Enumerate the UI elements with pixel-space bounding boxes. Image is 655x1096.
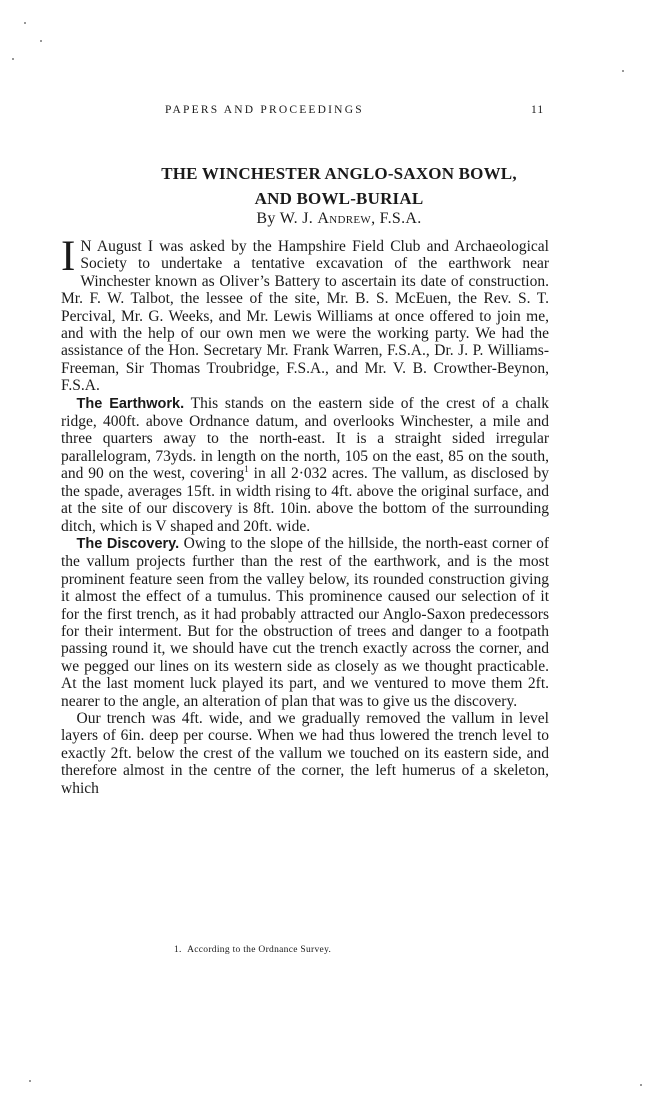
scan-speck	[640, 1084, 642, 1086]
article-title	[60, 161, 618, 211]
paragraph-1-text: N August I was asked by the Hampshire Field Club and Archaeological Society to undertake a tentative excavation of the earthwork near Winchester known as Oliver’s Battery to ascertain its date of construction. Mr. F. W. Talbot, the lessee of the site, Mr. B. S. McEuen, the Rev. S. T. Percival, Mr. G. Weeks, and Mr. Lewis Williams at once offered to join me, and with the help of our own men we were the working party. We had the assistance of the Hon. Secretary Mr. Frank Warren, F.S.A., Dr. J. P. Williams-Freeman, Sir Thomas Troubridge, F.S.A., and Mr. V. B. Crowther-Beynon, F.S.A.	[61, 238, 549, 395]
scan-speck	[24, 22, 26, 24]
byline-prefix: By W. J.	[256, 210, 314, 227]
running-title: PAPERS AND PROCEEDINGS	[165, 104, 364, 116]
footnote-text: According to the Ordnance Survey.	[187, 945, 332, 955]
paragraph-2-text-b: in all 2·032 acres. The vallum, as disclosed by the spade, averages 15ft. in width rising to 4ft. above the original surface, and at the site of our discovery is 8ft. 10in. above the bottom of the surrounding ditch, which is V shaped and 20ft. wide.	[61, 465, 549, 535]
paragraph-4-text: Our trench was 4ft. wide, and we gradually removed the vallum in level layers of 6in. deep per course. When we had thus lowered the trench level to exactly 2ft. below the crest of the vallum we touched on its eastern side, and therefore almost in the centre of the corner, the left humerus of a skeleton, which	[61, 709, 549, 797]
paragraph-2	[61, 395, 549, 535]
article-title-line-2: AND BOWL-BURIAL	[254, 189, 424, 208]
paragraph-4	[61, 710, 549, 797]
article-body	[61, 233, 550, 797]
scan-speck	[29, 1080, 31, 1082]
byline	[60, 210, 618, 228]
page-number: 11	[531, 104, 545, 116]
paragraph-2-text-a: This stands on the eastern side of the crest of a chalk ridge, 400ft. above Ordnance datum, and overlooks Winchester, a mile and three quarters away to the north-east. It is a straight sided irregular parallelogram, 73yds. in length on the north, 105 on the east, 85 on the south, and 90 on the west, covering	[61, 394, 549, 483]
scan-speck	[622, 70, 624, 72]
footnote	[174, 945, 331, 955]
paragraph-3-text: Owing to the slope of the hillside, the north-east corner of the vallum projects further than the rest of the earthwork, and is the most prominent feature seen from the valley below, its rounded construction giving it almost the effect of a tumulus. This prominence caused our selection of it for the first trench, as it had probably attracted our Anglo-Saxon predecessors for their interment. But for the obstruction of trees and danger to a footpath passing round it, we should have cut the trench exactly across the corner, and we pegged our lines on its western side as closely as we thought practicable. At the last moment luck played its part, and we ventured to move them 2ft. nearer to the angle, an alteration of plan that was to give us the discovery.	[61, 534, 550, 710]
section-heading-discovery: The Discovery.	[76, 535, 180, 552]
drop-cap: I	[61, 233, 76, 280]
footnote-marker: 1.	[174, 945, 182, 955]
article-title-line-1: THE WINCHESTER ANGLO-SAXON BOWL,	[161, 164, 517, 183]
scan-speck	[12, 58, 14, 60]
byline-suffix: , F.S.A.	[371, 210, 422, 227]
scan-speck	[40, 40, 42, 42]
paragraph-3	[61, 535, 549, 710]
byline-name: Andrew	[317, 210, 372, 227]
footnote-reference: 1	[244, 464, 249, 475]
section-heading-earthwork: The Earthwork.	[76, 395, 185, 412]
paragraph-1	[61, 233, 549, 395]
